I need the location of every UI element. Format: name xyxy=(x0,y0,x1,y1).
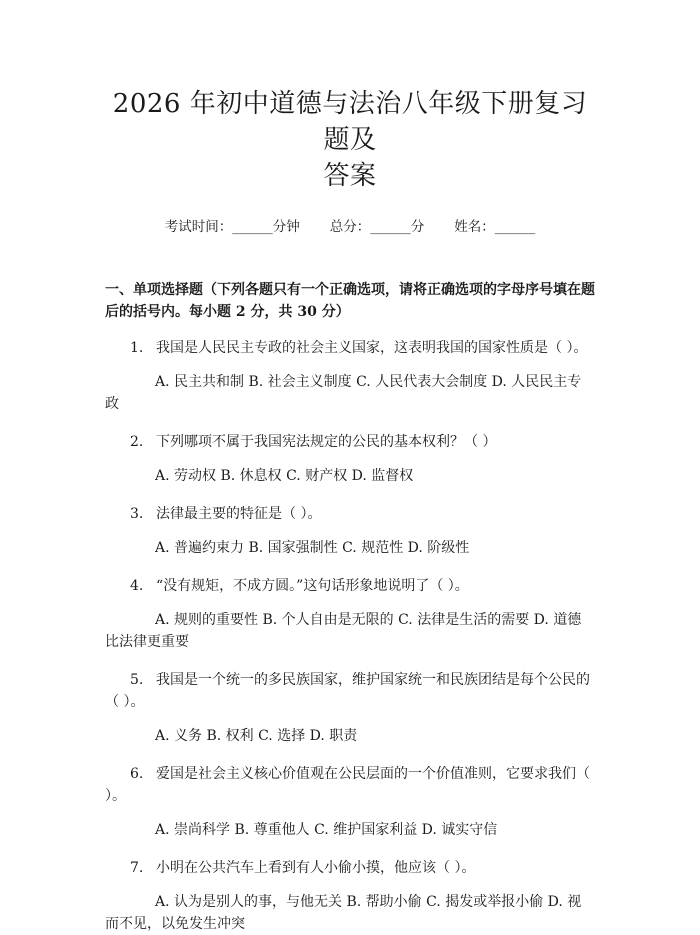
student-name-field: 姓名：______ xyxy=(454,219,536,235)
exam-time-field: 考试时间：______分钟 xyxy=(164,219,300,235)
question-number: 4. xyxy=(130,578,144,594)
question-5 xyxy=(105,669,595,747)
exam-meta xyxy=(105,215,595,235)
question-number: 3. xyxy=(130,506,144,522)
question-number: 7. xyxy=(130,860,144,876)
question-stem: 爱国是社会主义核心价值观在公民层面的一个价值准则，它要求我们（ ）。 xyxy=(105,766,590,804)
section-heading: 一、单项选择题（下列各题只有一个正确选项，请将正确选项的字母序号填在题后的括号内。每小题 2 分，共 30 分） xyxy=(105,282,595,320)
question-number: 6. xyxy=(130,766,144,782)
question-stem: 小明在公共汽车上看到有人小偷小摸，他应该（ ）。 xyxy=(156,860,476,876)
page-title xyxy=(105,0,595,194)
title-line-2: 答案 xyxy=(323,161,377,191)
total-score-field: 总分：______分 xyxy=(329,219,425,235)
question-options: A. 崇尚科学 B. 尊重他人 C. 维护国家利益 D. 诚实守信 xyxy=(155,822,498,838)
question-stem: 法律最主要的特征是（ ）。 xyxy=(156,506,322,522)
question-options: A. 规则的重要性 B. 个人自由是无限的 C. 法律是生活的需要 D. 道德比法律更重要 xyxy=(105,612,582,650)
question-stem: 下列哪项不属于我国宪法规定的公民的基本权利？（ ） xyxy=(156,434,497,450)
question-4 xyxy=(105,575,595,653)
question-options: A. 民主共和制 B. 社会主义制度 C. 人民代表大会制度 D. 人民民主专政 xyxy=(105,374,582,412)
question-options: A. 普遍约束力 B. 国家强制性 C. 规范性 D. 阶级性 xyxy=(155,540,470,556)
question-7 xyxy=(105,857,595,935)
title-line-1: 2026 年初中道德与法治八年级下册复习题及 xyxy=(112,89,588,155)
question-number: 2. xyxy=(130,434,144,450)
question-number: 1. xyxy=(130,340,144,356)
question-2 xyxy=(105,431,595,487)
question-stem: “没有规矩，不成方圆。”这句话形象地说明了（ ）。 xyxy=(156,578,469,594)
question-stem: 我国是人民民主专政的社会主义国家，这表明我国的国家性质是（ ）。 xyxy=(156,340,588,356)
question-options: A. 劳动权 B. 休息权 C. 财产权 D. 监督权 xyxy=(155,468,414,484)
question-6 xyxy=(105,763,595,841)
question-options: A. 义务 B. 权利 C. 选择 D. 职责 xyxy=(155,728,358,744)
question-1 xyxy=(105,337,595,415)
question-stem: 我国是一个统一的多民族国家，维护国家统一和民族团结是每个公民的（ ）。 xyxy=(105,672,590,710)
question-3 xyxy=(105,503,595,559)
question-options: A. 认为是别人的事，与他无关 B. 帮助小偷 C. 揭发或举报小偷 D. 视而不见，以免发生冲突 xyxy=(105,894,582,932)
question-number: 5. xyxy=(130,672,144,688)
question-list xyxy=(105,337,595,935)
